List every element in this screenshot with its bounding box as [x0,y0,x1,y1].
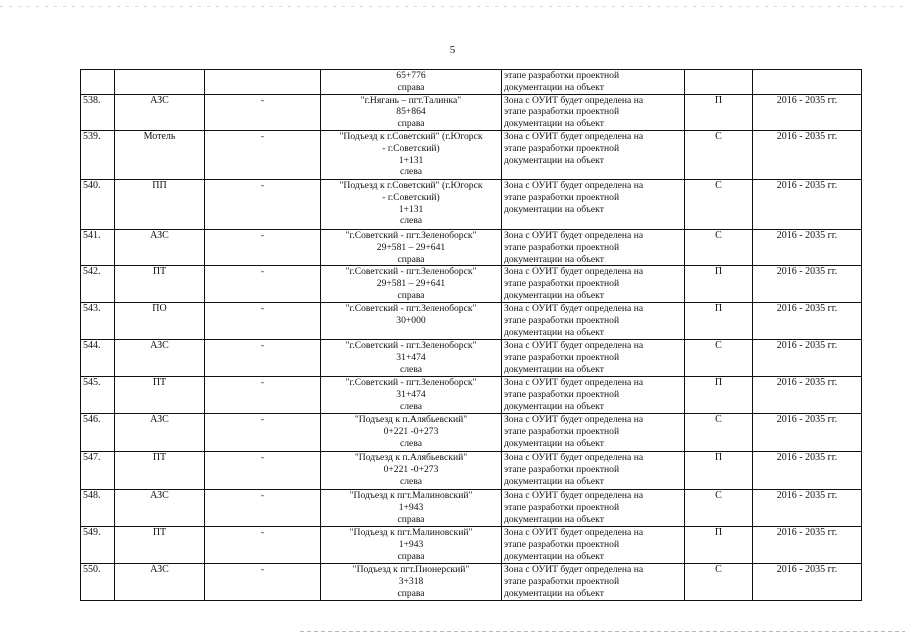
location-cell-line: слева [400,215,422,227]
row-number-cell: 549. [81,527,115,564]
location-cell [321,527,502,564]
object-type-cell: АЗС [115,490,205,527]
row-number-cell: 544. [81,340,115,377]
dash-cell: - [205,414,321,452]
category-cell: П [685,452,753,490]
description-cell-line: Зона с ОУИТ будет определена на [504,527,644,539]
description-cell-line: документации на объект [504,326,604,338]
object-type-cell: ПТ [115,527,205,564]
table-row [81,340,862,377]
description-cell-line: Зона с ОУИТ будет определена на [504,452,644,464]
location-cell-line: 1+943 [398,539,424,551]
row-number-cell: 538. [81,94,115,130]
location-cell [321,564,502,601]
table-row [81,527,862,564]
object-type-cell: ПТ [115,377,205,414]
description-cell [502,564,685,601]
dash-cell: - [205,564,321,601]
description-cell-line: этапе разработки проектной [504,278,620,290]
category-cell: С [685,229,753,265]
description-cell [502,94,685,130]
description-cell [502,303,685,340]
category-cell: П [685,303,753,340]
location-cell-line: "г.Советский - пгт.Зеленоборск" [345,266,477,278]
description-cell [502,179,685,229]
period-cell: 2016 - 2035 гг. [753,340,862,377]
location-cell-line: справа [397,81,425,93]
description-cell-line: документации на объект [504,400,604,412]
description-cell-line: этапе разработки проектной [504,191,620,203]
object-type-cell: ПП [115,179,205,229]
description-cell-line: документации на объект [504,81,604,93]
category-cell: С [685,564,753,601]
location-cell [321,452,502,490]
objects-table [80,69,862,601]
object-type-cell: Мотель [115,130,205,179]
row-number-cell: 550. [81,564,115,601]
period-cell: 2016 - 2035 гг. [753,229,862,265]
category-cell: С [685,490,753,527]
category-cell: П [685,527,753,564]
table-row [81,179,862,229]
dash-cell: - [205,377,321,414]
description-cell-line: этапе разработки проектной [504,106,620,118]
description-cell [502,414,685,452]
row-number-cell: 548. [81,490,115,527]
location-cell-line: - г.Советский) [382,142,440,154]
description-cell-line: этапе разработки проектной [504,502,620,514]
dash-cell: - [205,130,321,179]
location-cell-line: 0+221 -0+273 [383,426,439,438]
description-cell-line: документации на объект [504,363,604,375]
location-cell-line: 29+581 – 29+641 [376,241,446,253]
location-cell-line: "г.Советский - пгт.Зеленоборск" [345,340,477,352]
object-type-cell: ПТ [115,452,205,490]
dash-cell: - [205,340,321,377]
location-cell-line: - г.Советский) [382,191,440,203]
row-number-cell [81,70,115,95]
period-cell: 2016 - 2035 гг. [753,94,862,130]
category-cell: П [685,266,753,303]
location-cell-line: 30+000 [396,315,426,327]
row-number-cell: 540. [81,179,115,229]
location-cell-line: слева [400,166,422,178]
description-cell-line: документации на объект [504,154,604,166]
description-cell-line: Зона с ОУИТ будет определена на [504,414,644,426]
object-type-cell: АЗС [115,340,205,377]
location-cell [321,414,502,452]
table-row [81,94,862,130]
object-type-cell: ПТ [115,266,205,303]
category-cell: С [685,414,753,452]
dash-cell: - [205,94,321,130]
description-cell-line: Зона с ОУИТ будет определена на [504,340,644,352]
category-cell [685,70,753,95]
description-cell [502,377,685,414]
location-cell-line: 0+221 -0+273 [383,464,439,476]
location-cell-line: "Подъезд к г.Советский" (г.Югорск [339,130,483,142]
description-cell [502,527,685,564]
description-cell [502,340,685,377]
location-cell-line: справа [397,587,425,599]
description-cell-line: документации на объект [504,437,604,449]
table-row [81,70,862,95]
description-cell-line: документации на объект [504,513,604,525]
description-cell-line: Зона с ОУИТ будет определена на [504,94,644,106]
location-cell [321,130,502,179]
location-cell [321,340,502,377]
description-cell-line: Зона с ОУИТ будет определена на [504,266,644,278]
dash-cell: - [205,452,321,490]
scan-artifact-bottom [300,631,905,632]
location-cell-line: 1+131 [398,203,424,215]
description-cell [502,130,685,179]
page-number: 5 [449,44,456,56]
description-cell [502,452,685,490]
description-cell [502,229,685,265]
dash-cell: - [205,303,321,340]
row-number-cell: 539. [81,130,115,179]
location-cell-line: слева [400,400,422,412]
description-cell [502,490,685,527]
table-row [81,452,862,490]
location-cell-line: справа [397,118,425,130]
table-body [81,70,862,601]
table-row [81,490,862,527]
dash-cell: - [205,490,321,527]
location-cell-line: справа [397,289,425,301]
description-cell-line: этапе разработки проектной [504,426,620,438]
location-cell-line: справа [397,513,425,525]
period-cell: 2016 - 2035 гг. [753,564,862,601]
period-cell: 2016 - 2035 гг. [753,490,862,527]
location-cell-line: "г.Советский - пгт.Зеленоборск" [345,377,477,389]
description-cell-line: этапе разработки проектной [504,464,620,476]
period-cell: 2016 - 2035 гг. [753,452,862,490]
location-cell-line: 31+474 [396,352,426,364]
dash-cell: - [205,527,321,564]
object-type-cell: ПО [115,303,205,340]
row-number-cell: 541. [81,229,115,265]
description-cell-line: документации на объект [504,289,604,301]
location-cell [321,94,502,130]
location-cell-line: справа [397,253,425,265]
location-cell-line: 85+864 [396,106,426,118]
object-type-cell: АЗС [115,414,205,452]
description-cell-line: Зона с ОУИТ будет определена на [504,130,644,142]
dash-cell [205,70,321,95]
description-cell-line: Зона с ОУИТ будет определена на [504,564,644,576]
table-row [81,564,862,601]
scan-artifact-top [0,6,905,7]
location-cell-line: слева [400,437,422,449]
description-cell [502,70,685,95]
table-row [81,303,862,340]
description-cell-line: этапе разработки проектной [504,142,620,154]
period-cell: 2016 - 2035 гг. [753,377,862,414]
dash-cell: - [205,266,321,303]
row-number-cell: 542. [81,266,115,303]
location-cell-line: "Подъезд к г.Советский" (г.Югорск [339,179,483,191]
description-cell-line: этапе разработки проектной [504,539,620,551]
category-cell: П [685,377,753,414]
dash-cell: - [205,179,321,229]
description-cell-line: этапе разработки проектной [504,70,620,81]
location-cell-line: "Подъезд к п.Алябьевский" [354,452,468,464]
period-cell: 2016 - 2035 гг. [753,130,862,179]
location-cell-line: 29+581 – 29+641 [376,278,446,290]
description-cell-line: Зона с ОУИТ будет определена на [504,490,644,502]
location-cell-line: справа [397,550,425,562]
period-cell [753,70,862,95]
description-cell-line: Зона с ОУИТ будет определена на [504,377,644,389]
description-cell-line: этапе разработки проектной [504,241,620,253]
location-cell-line: "г.Нягань – пгт.Талинка" [360,94,462,106]
location-cell-line: 65+776 [396,70,426,81]
description-cell [502,266,685,303]
dash-cell: - [205,229,321,265]
location-cell [321,377,502,414]
description-cell-line: Зона с ОУИТ будет определена на [504,303,644,315]
object-type-cell: АЗС [115,94,205,130]
table-row [81,229,862,265]
period-cell: 2016 - 2035 гг. [753,303,862,340]
location-cell-line: "Подъезд к пгт.Малиновский" [349,490,473,502]
category-cell: С [685,130,753,179]
location-cell-line: "Подъезд к пгт.Малиновский" [349,527,473,539]
location-cell-line: "Подъезд к пгт.Пионерский" [352,564,470,576]
description-cell-line: документации на объект [504,587,604,599]
location-cell [321,266,502,303]
category-cell: П [685,94,753,130]
location-cell-line: слева [400,475,422,487]
description-cell-line: документации на объект [504,118,604,130]
category-cell: С [685,179,753,229]
location-cell-line: "Подъезд к п.Алябьевский" [354,414,468,426]
description-cell-line: этапе разработки проектной [504,352,620,364]
description-cell-line: этапе разработки проектной [504,315,620,327]
description-cell-line: Зона с ОУИТ будет определена на [504,229,644,241]
period-cell: 2016 - 2035 гг. [753,266,862,303]
period-cell: 2016 - 2035 гг. [753,527,862,564]
row-number-cell: 543. [81,303,115,340]
row-number-cell: 546. [81,414,115,452]
location-cell [321,179,502,229]
location-cell [321,490,502,527]
row-number-cell: 545. [81,377,115,414]
location-cell-line: 3+318 [398,576,424,588]
description-cell-line: Зона с ОУИТ будет определена на [504,179,644,191]
location-cell-line: 1+943 [398,502,424,514]
location-cell-line: слева [400,363,422,375]
table-row [81,266,862,303]
table-row [81,414,862,452]
description-cell-line: этапе разработки проектной [504,389,620,401]
object-type-cell [115,70,205,95]
description-cell-line: документации на объект [504,203,604,215]
description-cell-line: этапе разработки проектной [504,576,620,588]
location-cell [321,303,502,340]
location-cell-line: "г.Советский - пгт.Зеленоборск" [345,229,477,241]
location-cell [321,70,502,95]
description-cell-line: документации на объект [504,475,604,487]
table-row [81,377,862,414]
location-cell-line: "г.Советский - пгт.Зеленоборск" [345,303,477,315]
object-type-cell: АЗС [115,564,205,601]
location-cell [321,229,502,265]
period-cell: 2016 - 2035 гг. [753,179,862,229]
table-row [81,130,862,179]
location-cell-line: 31+474 [396,389,426,401]
period-cell: 2016 - 2035 гг. [753,414,862,452]
location-cell-line: 1+131 [398,154,424,166]
object-type-cell: АЗС [115,229,205,265]
description-cell-line: документации на объект [504,550,604,562]
description-cell-line: документации на объект [504,253,604,265]
category-cell: С [685,340,753,377]
row-number-cell: 547. [81,452,115,490]
